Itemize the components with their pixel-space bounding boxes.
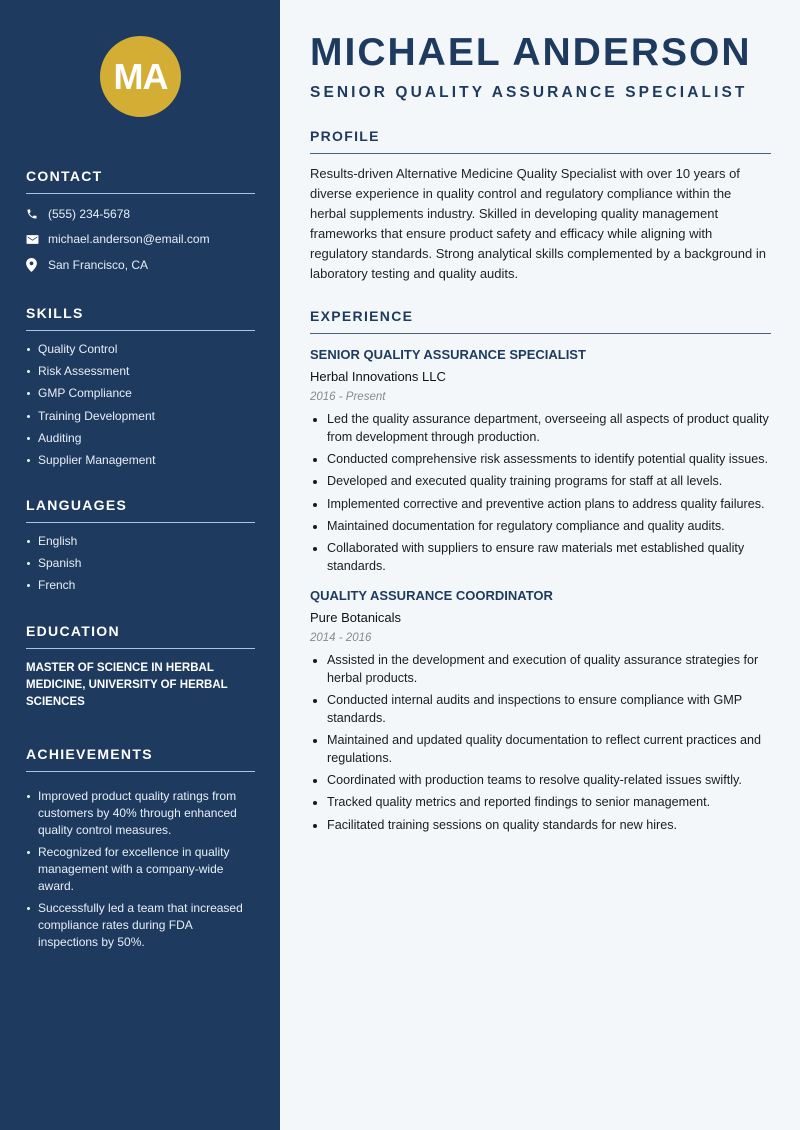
responsibility-item: Conducted comprehensive risk assessments to identify potential quality issues. — [310, 451, 771, 469]
profile-section — [310, 128, 771, 284]
job-dates: 2014 - 2016 — [310, 631, 372, 644]
responsibility-item: Implemented corrective and preventive action plans to address quality failures. — [310, 496, 771, 514]
location-pin-icon — [26, 258, 48, 272]
responsibility-item: Tracked quality metrics and reported findings to senior management. — [310, 794, 771, 812]
skills-section — [26, 305, 255, 474]
candidate-name: MICHAEL ANDERSON — [310, 31, 752, 74]
job-responsibilities — [310, 411, 771, 576]
achievement-item: Recognized for excellence in quality management with a company-wide award. — [26, 844, 255, 895]
contact-email — [26, 227, 255, 253]
responsibility-item: Conducted internal audits and inspections to ensure compliance with GMP standards. — [310, 692, 771, 728]
skill-item: Supplier Management — [26, 452, 255, 469]
contact-phone-text: (555) 234-5678 — [48, 206, 131, 221]
sidebar — [0, 0, 280, 1130]
experience-section — [310, 308, 771, 839]
job-title: QUALITY ASSURANCE COORDINATOR — [310, 587, 553, 603]
contact-phone — [26, 201, 255, 227]
phone-icon — [26, 208, 48, 220]
contact-location — [26, 252, 255, 278]
responsibility-item: Assisted in the development and execution of quality assurance strategies for herbal products. — [310, 652, 771, 688]
contact-location-text: San Francisco, CA — [48, 257, 149, 272]
contact-email-text[interactable]: michael.anderson@email.com — [48, 232, 210, 247]
job-entry — [310, 588, 771, 835]
job-responsibilities — [310, 652, 771, 835]
skill-item: GMP Compliance — [26, 385, 255, 402]
responsibility-item: Developed and executed quality training programs for staff at all levels. — [310, 473, 771, 491]
responsibility-item: Coordinated with production teams to resolve quality-related issues swiftly. — [310, 772, 771, 790]
achievement-item: Improved product quality ratings from customers by 40% through enhanced quality control measures. — [26, 788, 255, 839]
language-item: French — [26, 577, 255, 594]
language-item: English — [26, 533, 255, 550]
education-degree: MASTER OF SCIENCE IN HERBAL MEDICINE, UNIVERSITY OF HERBAL SCIENCES — [26, 662, 228, 708]
contact-heading: CONTACT — [26, 168, 255, 194]
skill-item: Auditing — [26, 430, 255, 447]
achievement-item: Successfully led a team that increased compliance rates during FDA inspections by 50%. — [26, 900, 255, 951]
profile-heading: PROFILE — [310, 128, 771, 154]
languages-list — [26, 533, 255, 594]
responsibility-item: Led the quality assurance department, overseeing all aspects of product quality from development through production. — [310, 411, 771, 447]
responsibility-item: Facilitated training sessions on quality standards for new hires. — [310, 817, 771, 835]
skill-item: Quality Control — [26, 341, 255, 358]
achievements-section — [26, 746, 255, 957]
skills-heading: SKILLS — [26, 305, 255, 331]
candidate-role: SENIOR QUALITY ASSURANCE SPECIALIST — [310, 84, 748, 101]
skills-list — [26, 341, 255, 469]
email-icon — [26, 234, 48, 245]
responsibility-item: Maintained and updated quality documentation to reflect current practices and regulations. — [310, 732, 771, 768]
experience-heading: EXPERIENCE — [310, 308, 771, 334]
job-dates: 2016 - Present — [310, 391, 386, 403]
achievements-list — [26, 788, 255, 951]
avatar-initials: MA — [100, 36, 181, 117]
job-company: Herbal Innovations LLC — [310, 369, 446, 384]
responsibility-item: Maintained documentation for regulatory compliance and quality audits. — [310, 518, 771, 536]
job-company: Pure Botanicals — [310, 609, 402, 625]
profile-summary: Results-driven Alternative Medicine Quality Specialist with over 10 years of diverse experience in quality control and regulatory compliance within the herbal supplements industry. Skilled in developing quality management frameworks that ensure product safety and efficacy while aligning with regulatory standards. Strong analytical skills complemented by a background in laboratory testing and quality audits. — [310, 166, 766, 281]
contact-section — [26, 168, 255, 278]
skill-item: Risk Assessment — [26, 363, 255, 380]
languages-heading: LANGUAGES — [26, 497, 255, 523]
job-entry — [310, 347, 771, 576]
job-title: SENIOR QUALITY ASSURANCE SPECIALIST — [310, 347, 586, 362]
skill-item: Training Development — [26, 408, 255, 425]
education-section — [26, 623, 255, 711]
achievements-heading: ACHIEVEMENTS — [26, 746, 255, 772]
education-heading: EDUCATION — [26, 623, 255, 649]
language-item: Spanish — [26, 555, 255, 572]
languages-section — [26, 497, 255, 600]
responsibility-item: Collaborated with suppliers to ensure raw materials met established quality standards. — [310, 540, 771, 576]
